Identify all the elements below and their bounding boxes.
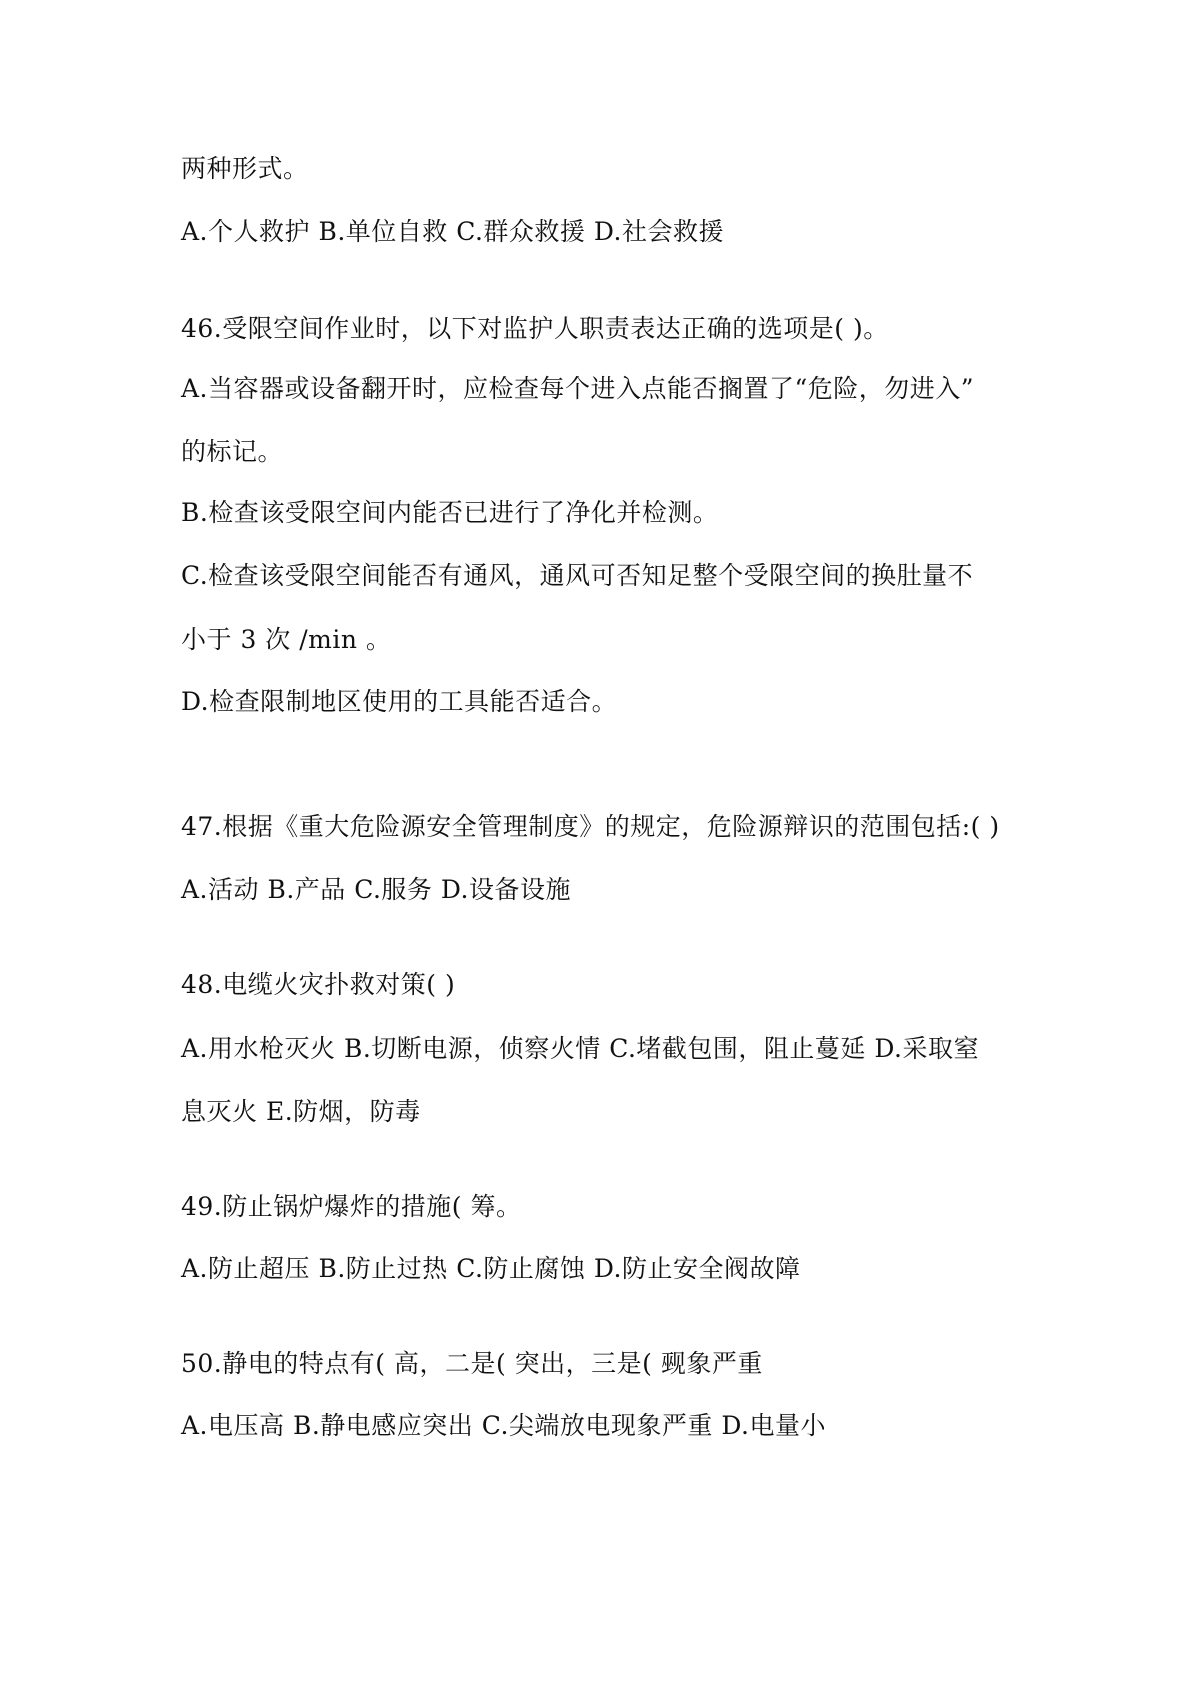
text-line: 50.静电的特点有( 高，二是( 突出，三是( 觋象严重	[181, 1349, 763, 1378]
text-line: 小于 3 次 /min 。	[181, 625, 392, 654]
text-line: A.防止超压 B.防止过热 C.防止腐蚀 D.防止安全阀故障	[181, 1254, 801, 1283]
text-line: 息灭火 E.防烟，防毒	[181, 1097, 421, 1126]
text-line: A.当容器或设备翻开时，应检查每个进入点能否搁置了“危险，勿进入”	[181, 374, 975, 403]
text-line: A.个人救护 B.单位自救 C.群众救援 D.社会救援	[181, 217, 724, 246]
text-line: C.检查该受限空间能否有通风，通风可否知足整个受限空间的换肚量不	[181, 561, 974, 590]
text-line: A.电压高 B.静电感应突出 C.尖端放电现象严重 D.电量小	[181, 1411, 826, 1440]
text-line: 的标记。	[181, 437, 284, 466]
text-line: 两种形式。	[181, 154, 309, 183]
text-line: D.检查限制地区使用的工具能否适合。	[181, 687, 618, 716]
text-line: 48.电缆火灾扑救对策( )	[181, 970, 456, 999]
text-line: 49.防止锅炉爆炸的措施( 筹。	[181, 1192, 522, 1221]
text-line: 47.根据《重大危险源安全管理制度》的规定，危险源辩识的范围包括:( )	[181, 812, 1000, 841]
text-line: B.检查该受限空间内能否已进行了净化并检测。	[181, 498, 719, 527]
text-line: 46.受限空间作业时，以下对监护人职责表达正确的选项是( )。	[181, 314, 889, 343]
text-line: A.活动 B.产品 C.服务 D.设备设施	[181, 875, 571, 904]
text-line: A.用水枪灭火 B.切断电源，侦察火情 C.堵截包围，阻止蔓延 D.采取窒	[181, 1034, 979, 1063]
